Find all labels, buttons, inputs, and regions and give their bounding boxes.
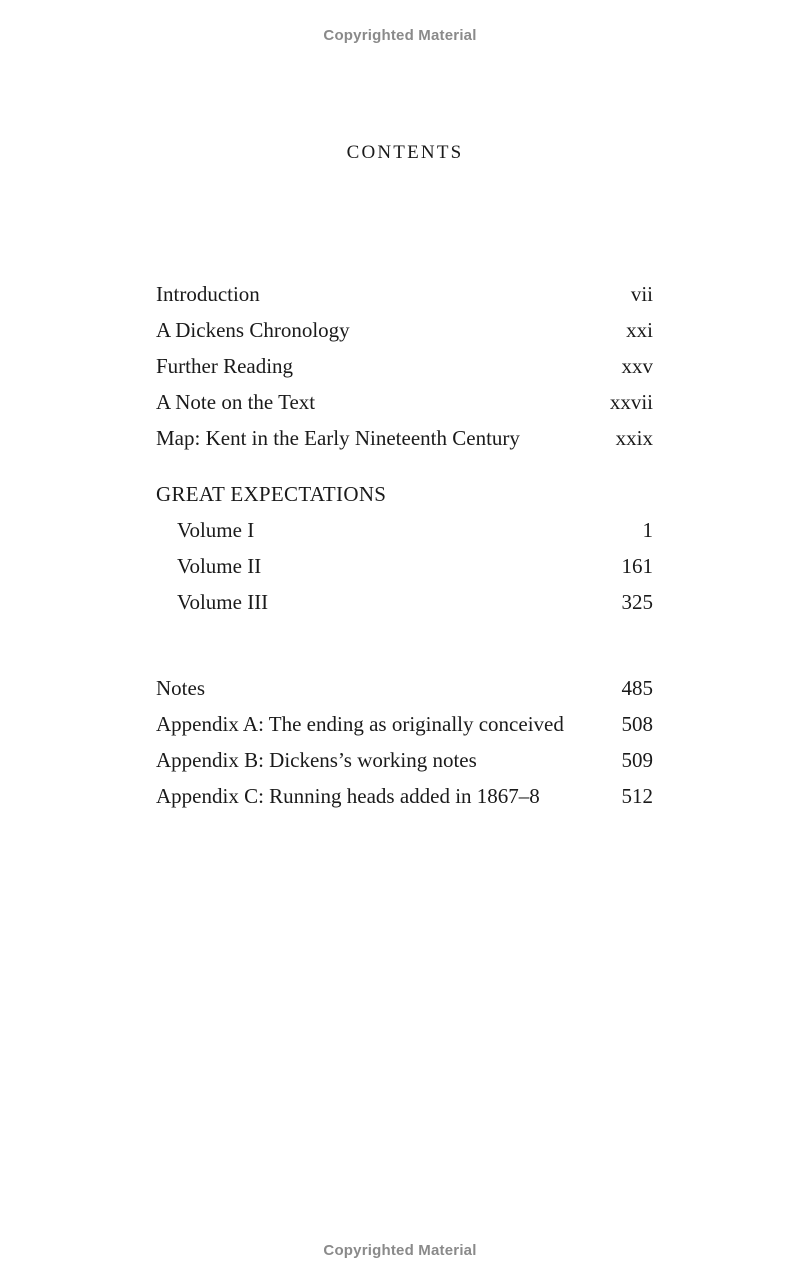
- contents-heading: CONTENTS: [346, 142, 464, 163]
- toc-entry-page: 485: [621, 676, 653, 700]
- toc-entry-title: Volume II: [177, 554, 262, 578]
- toc-entry-title: A Dickens Chronology: [156, 318, 350, 342]
- toc-entry-page: 508: [621, 712, 653, 736]
- toc-entry-volume[interactable]: [156, 512, 653, 548]
- toc-entry-page: vii: [630, 282, 653, 306]
- toc-entry[interactable]: [156, 312, 653, 348]
- toc-entry-page: 161: [621, 554, 653, 578]
- toc-entry-volume[interactable]: [156, 548, 653, 584]
- watermark-top: Copyrighted Material: [323, 27, 477, 44]
- toc-entry[interactable]: [156, 670, 653, 706]
- main-text-section: [156, 476, 653, 620]
- toc-entry-title: Appendix A: The ending as originally conceived: [156, 712, 564, 736]
- toc-entry-page: xxvii: [609, 390, 653, 414]
- toc-entry[interactable]: [156, 348, 653, 384]
- toc-entry-title: Volume I: [177, 518, 255, 542]
- front-matter-list: [156, 276, 653, 456]
- toc-entry[interactable]: [156, 420, 653, 456]
- toc-entry-title: Volume III: [177, 590, 269, 614]
- toc-entry-page: 1: [642, 518, 653, 542]
- toc-entry[interactable]: [156, 742, 653, 778]
- toc-entry[interactable]: [156, 778, 653, 814]
- toc-entry-volume[interactable]: [156, 584, 653, 620]
- toc-entry-title: Map: Kent in the Early Nineteenth Century: [156, 426, 520, 450]
- watermark-bottom: Copyrighted Material: [323, 1242, 477, 1259]
- toc-entry[interactable]: [156, 276, 653, 312]
- toc-entry[interactable]: [156, 706, 653, 742]
- toc-entry-page: 509: [621, 748, 653, 772]
- toc-entry-page: 512: [621, 784, 653, 808]
- toc-entry[interactable]: [156, 384, 653, 420]
- toc-entry-title: Appendix B: Dickens’s working notes: [156, 748, 477, 772]
- toc-entry-page: xxi: [626, 318, 653, 342]
- toc-entry-page: 325: [621, 590, 653, 614]
- toc-entry-title: A Note on the Text: [156, 390, 316, 414]
- toc-entry-title: Appendix C: Running heads added in 1867–8: [156, 784, 540, 808]
- toc-entry-title: Introduction: [156, 282, 260, 306]
- toc-entry-title: Notes: [156, 676, 205, 700]
- back-matter-list: [156, 670, 653, 814]
- section-title[interactable]: GREAT EXPECTATIONS: [156, 482, 387, 506]
- toc-entry-title: Further Reading: [156, 354, 294, 378]
- toc-entry-page: xxv: [621, 354, 653, 378]
- toc-entry-page: xxix: [615, 426, 653, 450]
